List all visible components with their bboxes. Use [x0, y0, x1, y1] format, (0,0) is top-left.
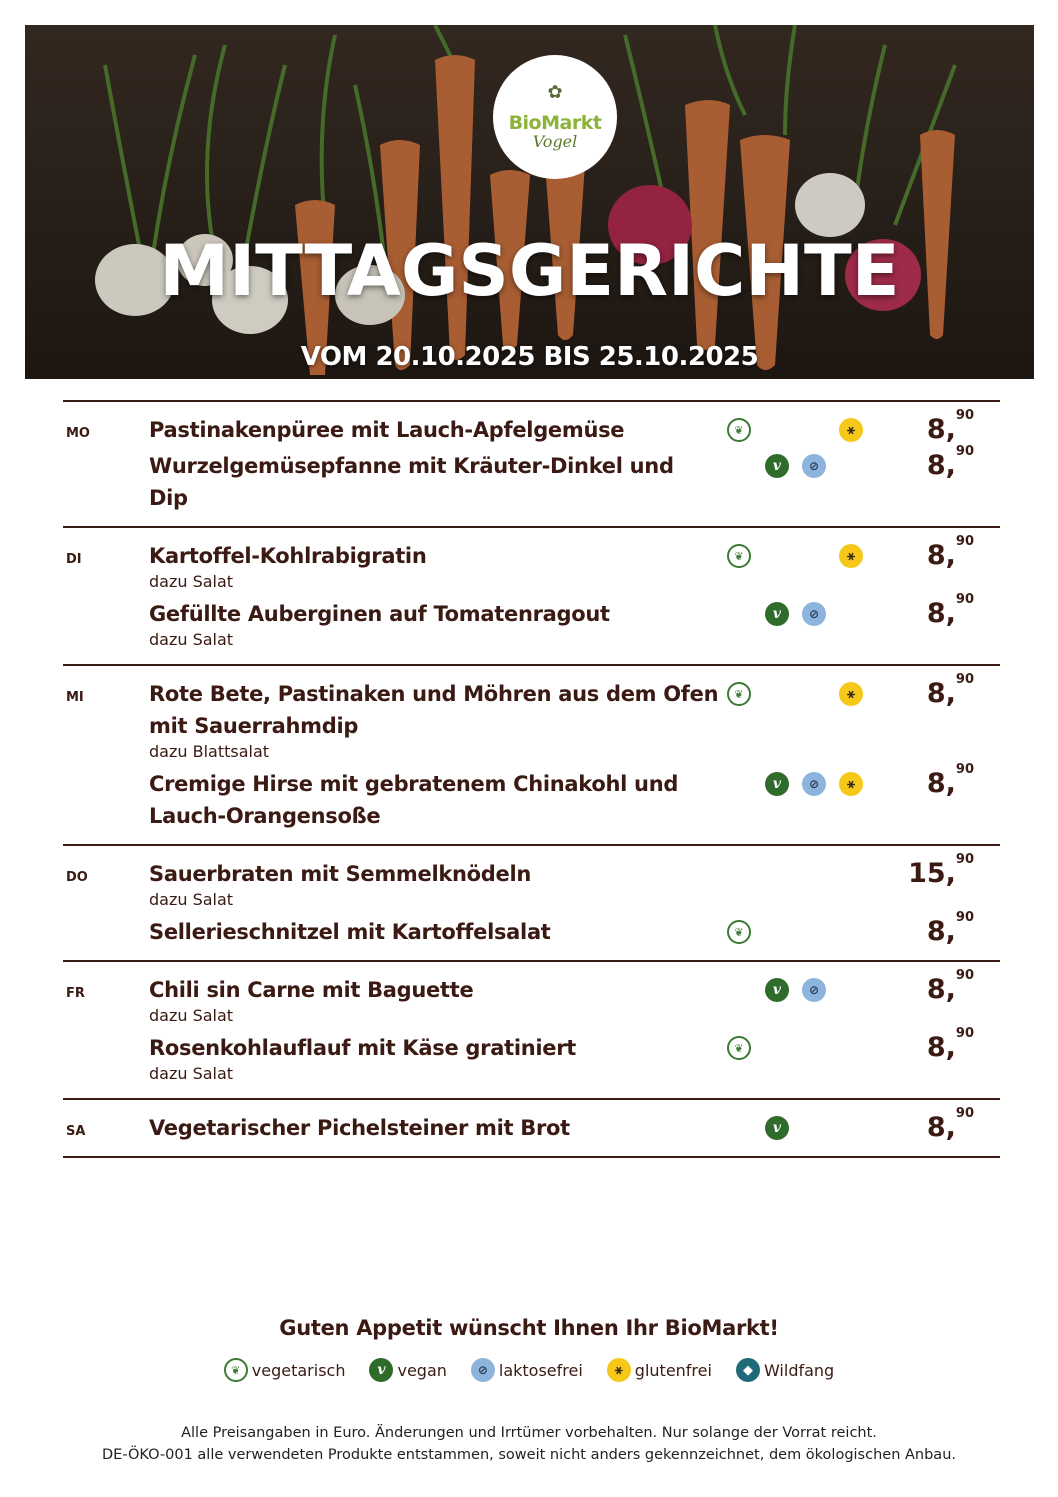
diet-icons: [727, 978, 867, 1004]
dish: [149, 592, 1000, 652]
lactose-free-icon: ⊘: [802, 602, 826, 626]
dish: [149, 1026, 1000, 1086]
legend-vegan: [369, 1358, 446, 1382]
price: 15,90: [908, 852, 974, 889]
logo-sub: Vogel: [532, 131, 578, 151]
diet-icons: [727, 772, 867, 798]
dish: [149, 968, 1000, 1028]
vegan-v-icon: v: [765, 772, 789, 796]
dish-side: dazu Salat: [149, 1006, 234, 1025]
price: 8,90: [926, 444, 974, 481]
diet-icons: [727, 418, 867, 444]
day-row-di: [63, 526, 1000, 664]
dish-name: Cremige Hirse mit gebratenem Chinakohl und Lauch-Orangensoße: [149, 772, 679, 828]
dish-name: Vegetarischer Pichelsteiner mit Brot: [149, 1116, 570, 1140]
day-code: DO: [66, 870, 88, 885]
leaf-icon: ❦: [727, 418, 751, 442]
dish: [149, 444, 1000, 514]
dish: [149, 852, 1000, 912]
legend-vegetarisch: [224, 1358, 346, 1382]
diet-icons: [727, 1036, 867, 1062]
gluten-free-icon: ⚹: [607, 1358, 631, 1382]
legend-label: laktosefrei: [498, 1360, 583, 1380]
gluten-free-icon: ⚹: [839, 772, 863, 796]
price: 8,90: [926, 762, 974, 799]
diet-icons: [727, 920, 867, 946]
gluten-free-icon: ⚹: [839, 544, 863, 568]
price: 8,90: [926, 968, 974, 1005]
gluten-free-icon: ⚹: [839, 418, 863, 442]
diet-icons: [727, 454, 867, 480]
dish: [149, 534, 1000, 594]
day-code: MI: [66, 690, 84, 705]
dish: [149, 1106, 1000, 1144]
logo-brand: BioMarkt: [508, 111, 602, 134]
dish: [149, 408, 1000, 446]
dish-name: Rosenkohlauflauf mit Käse gratiniert: [149, 1036, 577, 1060]
day-row-mi: [63, 664, 1000, 844]
legend-label: vegetarisch: [251, 1360, 346, 1380]
day-row-mo: [63, 400, 1000, 526]
dish-side: dazu Salat: [149, 630, 234, 649]
dish-name: Chili sin Carne mit Baguette: [149, 978, 474, 1002]
footer-line-2: DE-ÖKO-001 alle verwendeten Produkte entstammen, soweit nicht anders gekennzeichnet, dem ökologischen Anbau.: [102, 1447, 956, 1463]
dish-name: Pastinakenpüree mit Lauch-Apfelgemüse: [149, 418, 625, 442]
dish-name: Gefüllte Auberginen auf Tomatenragout: [149, 602, 610, 626]
gluten-free-icon: ⚹: [839, 682, 863, 706]
hero-banner: [25, 25, 1034, 379]
dish-name: Sellerieschnitzel mit Kartoffelsalat: [149, 920, 551, 944]
price: 8,90: [926, 592, 974, 629]
day-code: MO: [66, 426, 90, 441]
footer-line-1: Alle Preisangaben in Euro. Änderungen und Irrtümer vorbehalten. Nur solange der Vorrat reicht.: [181, 1425, 877, 1441]
vegan-v-icon: v: [369, 1358, 393, 1382]
lactose-free-icon: ⊘: [802, 454, 826, 478]
dish: [149, 910, 1000, 948]
day-code: DI: [66, 552, 82, 567]
dish-name: Wurzelgemüsepfanne mit Kräuter-Dinkel und Dip: [149, 454, 674, 510]
leaf-icon: ❦: [224, 1358, 248, 1382]
dish-side: dazu Salat: [149, 890, 234, 909]
legend-label: vegan: [397, 1360, 447, 1380]
dish-name: Rote Bete, Pastinaken und Möhren aus dem Ofen mit Sauerrahmdip: [149, 682, 719, 738]
price: 8,90: [926, 534, 974, 571]
leaf-icon: ❦: [727, 544, 751, 568]
bird-icon: ✿: [547, 81, 563, 103]
diet-icons: [727, 544, 867, 570]
day-code: FR: [66, 986, 85, 1001]
legend-label: glutenfrei: [634, 1360, 712, 1380]
legend-wildfang: [736, 1358, 834, 1382]
page-title: MITTAGSGERICHTE: [159, 230, 900, 312]
diet-icons: [727, 1116, 867, 1142]
leaf-icon: ❦: [727, 1036, 751, 1060]
footer: [0, 1422, 1058, 1466]
dish: [149, 672, 1000, 764]
day-row-fr: [63, 960, 1000, 1098]
price: 8,90: [926, 1026, 974, 1063]
legend: [0, 1358, 1058, 1382]
price: 8,90: [926, 1106, 974, 1143]
lactose-free-icon: ⊘: [802, 772, 826, 796]
dish-side: dazu Blattsalat: [149, 742, 270, 761]
fish-icon: ◆: [736, 1358, 760, 1382]
day-row-do: [63, 844, 1000, 960]
diet-icons: [727, 602, 867, 628]
dish-name: Kartoffel-Kohlrabigratin: [149, 544, 427, 568]
day-code: SA: [66, 1124, 86, 1139]
vegan-v-icon: v: [765, 602, 789, 626]
vegan-v-icon: v: [765, 978, 789, 1002]
day-row-sa: [63, 1098, 1000, 1158]
leaf-icon: ❦: [727, 682, 751, 706]
price: 8,90: [926, 672, 974, 709]
legend-label: Wildfang: [763, 1360, 835, 1380]
biomarkt-logo: [493, 55, 617, 179]
lactose-free-icon: ⊘: [471, 1358, 495, 1382]
dish-name: Sauerbraten mit Semmelknödeln: [149, 862, 532, 886]
legend-glutenfrei: [607, 1358, 712, 1382]
price: 8,90: [926, 408, 974, 445]
dish-side: dazu Salat: [149, 572, 234, 591]
diet-icons: [727, 682, 867, 708]
date-range: VOM 20.10.2025 BIS 25.10.2025: [300, 342, 759, 372]
legend-laktosefrei: [471, 1358, 583, 1382]
vegan-v-icon: v: [765, 1116, 789, 1140]
lactose-free-icon: ⊘: [802, 978, 826, 1002]
dish-side: dazu Salat: [149, 1064, 234, 1083]
dish: [149, 762, 1000, 832]
price: 8,90: [926, 910, 974, 947]
greeting: Guten Appetit wünscht Ihnen Ihr BioMarkt!: [279, 1316, 779, 1340]
menu-table: [63, 400, 1000, 1158]
leaf-icon: ❦: [727, 920, 751, 944]
vegan-v-icon: v: [765, 454, 789, 478]
